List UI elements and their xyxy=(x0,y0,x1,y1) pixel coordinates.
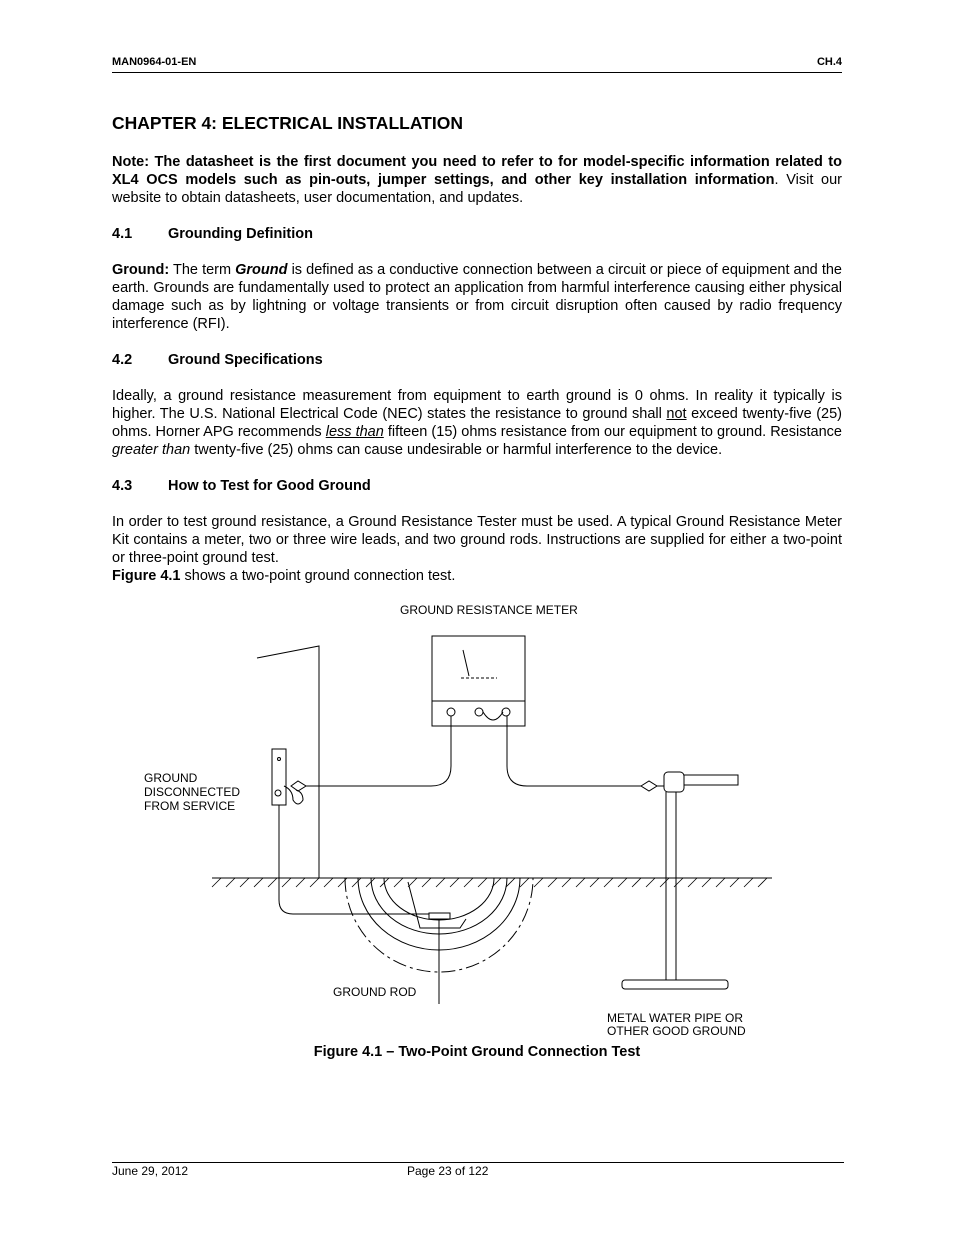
service-ground-wire xyxy=(279,805,429,914)
lead-to-water-pipe xyxy=(507,716,641,786)
spec-text-4: twenty-five (25) ohms can cause undesirable or harmful interference to the device. xyxy=(190,442,723,458)
resistance-arc-inner xyxy=(384,878,494,920)
ground-label: Ground: xyxy=(112,262,170,278)
spec-greater-than: greater than xyxy=(112,442,191,458)
lead-to-service-ground xyxy=(306,716,451,786)
meter-terminal-center xyxy=(475,708,483,716)
ground-rod-head xyxy=(429,913,450,919)
spec-less-than: less than xyxy=(325,424,384,440)
section-4-1-heading xyxy=(112,225,842,243)
panel-screw xyxy=(278,758,281,761)
header-doc-id: MAN0964-01-EN xyxy=(112,56,197,68)
disconnected-lug xyxy=(284,786,303,804)
spec-text-2: exceed twenty-five (25) ohms. Horner APG recommends xyxy=(112,406,842,440)
meter-jumper xyxy=(483,712,503,720)
spec-text-3: fifteen (15) ohms resistance from our equipment to ground. Resistance xyxy=(383,424,842,440)
label-pipe-1: METAL WATER PIPE OR xyxy=(607,1011,744,1025)
section-number: 4.3 xyxy=(112,478,133,494)
test-paragraph xyxy=(112,513,842,585)
ground-text-2: is defined as a conductive connection between a circuit or piece of equipment and the earth. Grounds are fundamentally used to protect an application from harmful interference causing either physical damage such as by lightning or voltage transients or from circuit disruption often caused by radio frequency interference (RFI). xyxy=(112,262,842,332)
meter-needle xyxy=(463,650,469,676)
label-pipe-2: OTHER GOOD GROUND xyxy=(607,1024,746,1038)
clamp-pipe xyxy=(641,781,657,791)
section-number: 4.2 xyxy=(112,352,133,368)
section-4-3-heading xyxy=(112,477,842,495)
spec-paragraph xyxy=(112,387,842,459)
page-content xyxy=(112,112,842,585)
note-paragraph xyxy=(112,153,842,207)
figure-reference: Figure 4.1 xyxy=(112,568,181,584)
section-title: Ground Specifications xyxy=(168,352,323,368)
label-meter: GROUND RESISTANCE METER xyxy=(400,603,578,617)
rod-lead xyxy=(408,882,466,928)
section-title: How to Test for Good Ground xyxy=(168,478,371,494)
section-number: 4.1 xyxy=(112,226,133,242)
resistance-arc-3 xyxy=(371,878,507,934)
note-rest: . Visit our website to obtain datasheets, user documentation, and updates. xyxy=(112,172,842,206)
header-rule xyxy=(112,72,842,73)
meter-terminal-left xyxy=(447,708,455,716)
chapter-title: CHAPTER 4: ELECTRICAL INSTALLATION xyxy=(112,113,463,133)
ground-term: Ground xyxy=(235,262,288,278)
service-panel xyxy=(272,749,286,805)
note-bold: Note: The datasheet is the first document you need to refer to for model-specific information related to XL4 OCS models such as pin-outs, jumper settings, and other key installation information xyxy=(112,154,842,188)
footer-rule xyxy=(112,1162,844,1163)
ground-text-1: The term xyxy=(169,262,236,278)
spec-not: not xyxy=(666,406,687,422)
clamp-service xyxy=(291,781,306,791)
resistance-arc-outer xyxy=(345,878,533,972)
label-disconnected-2: DISCONNECTED xyxy=(144,785,241,799)
panel-terminal xyxy=(275,790,281,796)
label-ground-rod: GROUND ROD xyxy=(333,985,417,999)
pipe-elbow xyxy=(664,772,684,792)
spec-text-1: Ideally, a ground resistance measurement from equipment to earth ground is 0 ohms. In reality it typically is higher. The U.S. National Electrical Code (NEC) states the resistance to ground shall xyxy=(112,388,842,422)
pipe-base xyxy=(622,980,728,989)
section-title: Grounding Definition xyxy=(168,226,313,242)
label-disconnected-3: FROM SERVICE xyxy=(144,799,236,813)
footer-page: Page 23 of 122 xyxy=(407,1164,489,1178)
label-disconnected-1: GROUND xyxy=(144,771,198,785)
building-wall xyxy=(257,646,319,878)
pipe-horizontal xyxy=(684,775,738,785)
header-chapter: CH.4 xyxy=(816,56,842,68)
meter-terminal-right xyxy=(502,708,510,716)
resistance-arc-2 xyxy=(358,878,520,950)
figure-caption: Figure 4.1 – Two-Point Ground Connection Test xyxy=(313,1044,641,1060)
footer-date: June 29, 2012 xyxy=(112,1164,189,1178)
test-text-1: In order to test ground resistance, a Ground Resistance Tester must be used. A typical Ground Resistance Meter Kit contains a meter, two or three wire leads, and two ground rods. Instructions are supplied for either a two-point or three-point ground test. xyxy=(112,514,842,566)
meter-box xyxy=(432,636,525,726)
ground-paragraph xyxy=(112,261,842,333)
test-text-2: shows a two-point ground connection test. xyxy=(180,568,456,584)
ground-hatching xyxy=(212,878,767,887)
section-4-2-heading xyxy=(112,351,842,369)
